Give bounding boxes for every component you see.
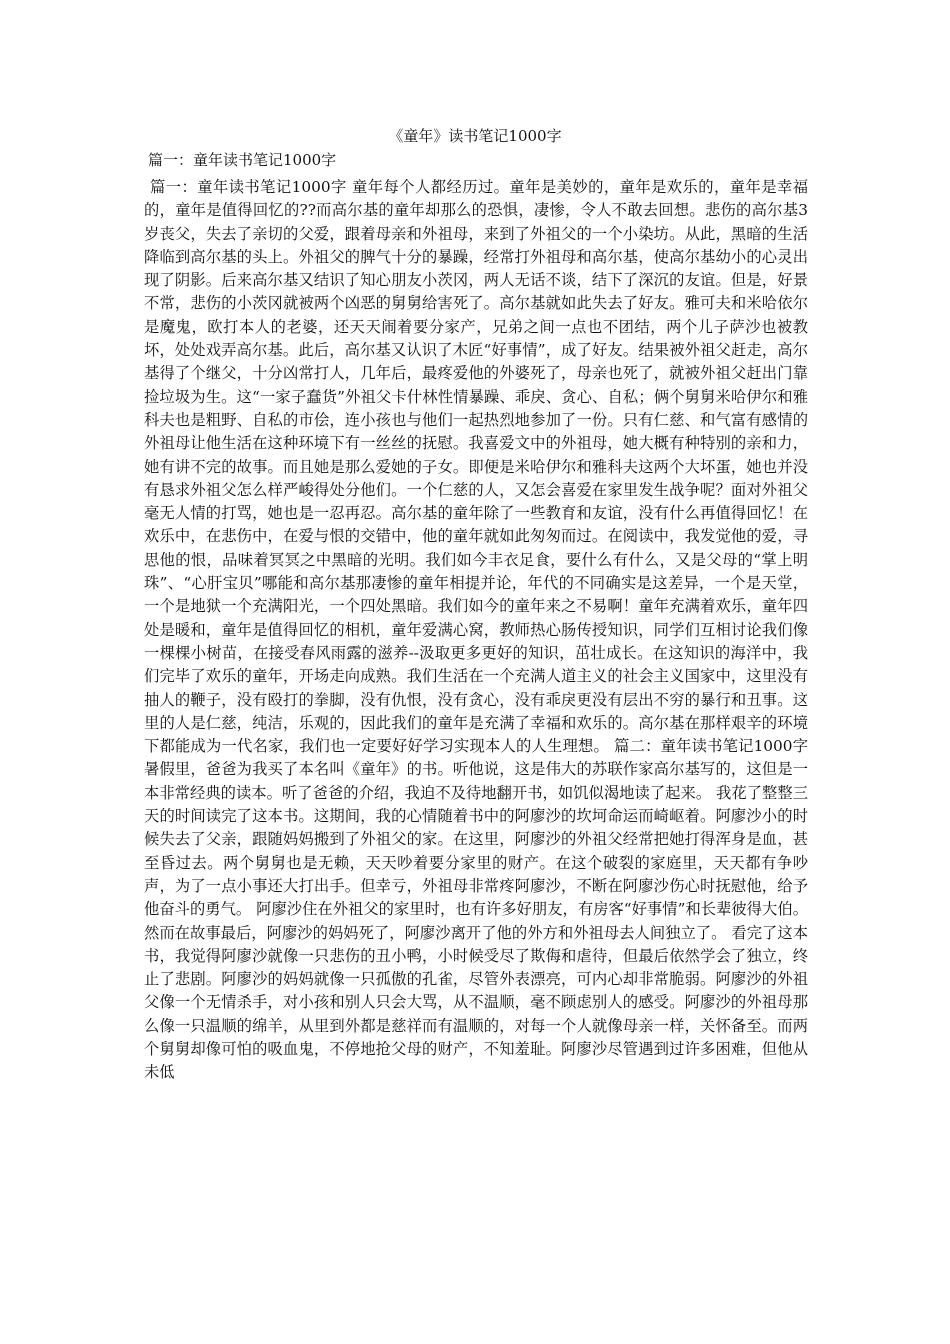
document-title: 《童年》读书笔记1000字 [388,127,562,145]
section-heading: 篇一：童年读书笔记1000字 [148,151,337,169]
body-paragraph: 篇一：童年读书笔记1000字 童年每个人都经历过。童年是美妙的，童年是欢乐的，童年是幸福的，童年是值得回忆的??而高尔基的童年却那么的恐惧，凄惨，令人不敢去回想。悲伤的高尔基3岁丧父，失去了亲切的父爱，跟着母亲和外祖母，来到了外祖父的一个小染坊。从此，黑暗的生活降临到高尔基的头上。外祖父的脾气十分的暴躁，经常打外祖母和高尔基，使高尔基幼小的心灵出现了阴影。后来高尔基又结识了知心朋友小茨冈，两人无话不谈，结下了深沉的友谊。但是，好景不常，悲伤的小茨冈就被两个凶恶的舅舅给害死了。高尔基就如此失去了好友。雅可夫和米哈依尔是魔鬼，欧打本人的老婆，还天天闹着要分家产，兄弟之间一点也不团结，两个儿子萨沙也被教坏，处处戏弄高尔基。此后，高尔基又认识了木匠“好事情”，成了好友。结果被外祖父赶走，高尔基得了个继父，十分凶常打人，几年后，最疼爱他的外婆死了，母亲也死了，就被外祖父赶出门靠捡垃圾为生。这“一家子蠢货”外祖父卡什林性情暴躁、乖戾、贪心、自私；俩个舅舅米哈伊尔和雅科夫也是粗野、自私的市侩，连小孩也与他们一起热烈地参加了一份。只有仁慈、和气富有感情的外祖母让他生活在这种环境下有一丝丝的抚慰。我喜爱文中的外祖母，她大概有种特别的亲和力，她有讲不完的故事。而且她是那么爱她的子女。即便是米哈伊尔和雅科夫这两个大坏蛋，她也并没有恳求外祖父怎么样严峻得处分他们。一个仁慈的人，又怎会喜爱在家里发生战争呢？面对外祖父毫无人情的打骂，她也是一忍再忍。高尔基的童年除了一些教育和友谊，没有什么再值得回忆！在欢乐中，在悲伤中，在爱与恨的交错中，他的童年就如此匆匆而过。在阅读中，我发觉他的爱，寻思他的恨，品味着冥冥之中黑暗的光明。我们如今丰衣足食，要什么有什么，又是父母的“掌上明珠”、“心肝宝贝”哪能和高尔基那凄惨的童年相提并论，年代的不同确实是这差异，一个是天堂，一个是地狱一个充满阳光，一个四处黑暗。我们如今的童年来之不易啊！童年充满着欢乐，童年四处是暖和，童年是值得回忆的相机，童年爱满心窝，教师热心肠传授知识，同学们互相讨论我们像一棵棵小树苗，在接受春风雨露的滋养--汲取更多更好的知识，茁壮成长。在这知识的海洋中，我们完毕了欢乐的童年，开场走向成熟。我们生活在一个充满人道主义的社会主义国家中，这里没有抽人的鞭子，没有殴打的拳脚，没有仇恨，没有贪心，没有乖戾更没有层出不穷的暴行和丑事。这里的人是仁慈，纯洁，乐观的，因此我们的童年是充满了幸福和欢乐的。高尔基在那样艰辛的环境下都能成为一代名家，我们也一定要好好学习实现本人的人生理想。 篇二：童年读书笔记1000字 暑假里，爸爸为我买了本名叫《童年》的书。听他说，这是伟大的苏联作家高尔基写的，这但是一本非常经典的读本。听了爸爸的介绍，我迫不及待地翻开书，如饥似渴地读了起来。 我花了整整三天的时间读完了这本书。这期间，我的心情随着书中的阿廖沙的坎坷命运而崎岖着。阿廖沙小的时候失去了父亲，跟随妈妈搬到了外祖父的家。在这里，阿廖沙的外祖父经常把她打得浑身是血，甚至昏过去。两个舅舅也是无赖，天天吵着要分家里的财产。在这个破裂的家庭里，天天都有争吵声，为了一点小事还大打出手。但幸亏，外祖母非常疼阿廖沙，不断在阿廖沙伤心时抚慰他，给予他奋斗的勇气。 阿廖沙住在外祖父的家里时，也有许多好朋友，有房客“好事情”和长辈彼得大伯。然而在故事最后，阿廖沙的妈妈死了，阿廖沙离开了他的外方和外祖母去人间独立了。 看完了这本书，我觉得阿廖沙就像一只悲伤的丑小鸭，小时候受尽了欺侮和虐待，但最后依然学会了独立，终止了悲剧。阿廖沙的妈妈就像一只孤傲的孔雀，尽管外表漂亮，可内心却非常脆弱。阿廖沙的外祖父像一个无情杀手，对小孩和别人只会大骂，从不温顺，毫不顾虑别人的感受。阿廖沙的外祖母那么像一只温顺的绵羊，从里到外都是慈祥而有温顺的，对每一个人就像母亲一样，关怀备至。而两个舅舅却像可怕的吸血鬼，不停地抢父母的财产，不知羞耻。阿廖沙尽管遇到过许多困难，但他从未低 [144,178,808,1082]
